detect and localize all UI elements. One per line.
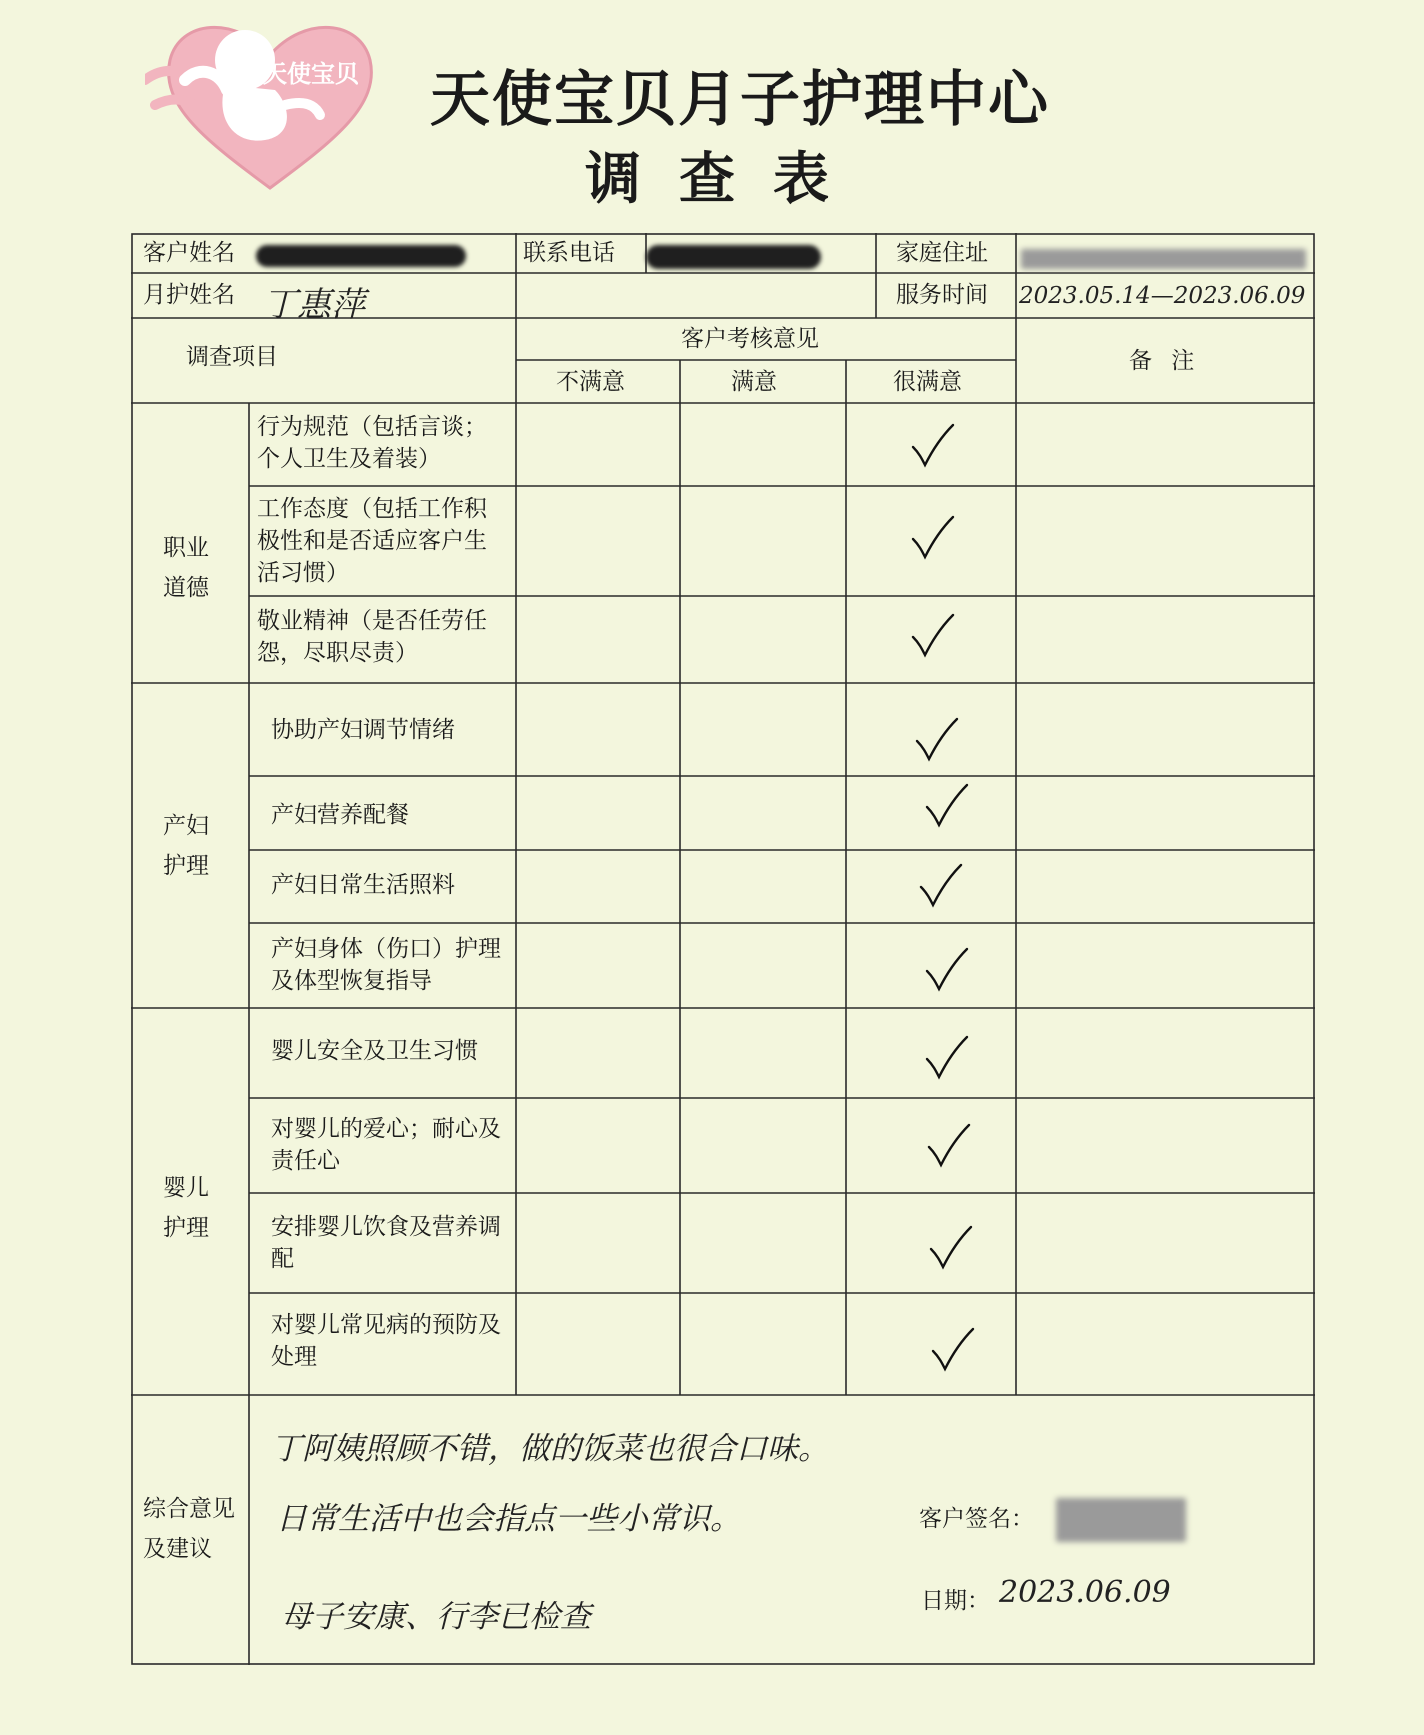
remarks-header: 备 注 [1129,348,1201,374]
section-mother-care: 产妇护理 [163,813,209,879]
survey-form [131,233,1315,1665]
survey-item: 工作态度（包括工作积极性和是否适应客户生活习惯） [257,496,487,586]
page-subtitle: 调查表 [585,147,867,212]
survey-item: 产妇营养配餐 [271,802,409,828]
service-time-handwritten: 2023.05.14—2023.06.09 [1019,283,1306,309]
customer-opinion-header: 客户考核意见 [681,326,819,352]
signature-redacted [1056,1498,1186,1542]
checkmark-icon [923,945,971,993]
svg-text:天使宝贝: 天使宝贝 [263,60,359,88]
nurse-name-label: 月护姓名 [143,282,235,308]
dissatisfied-header: 不满意 [556,369,625,395]
checkmark-icon [909,513,957,561]
checkmark-icon [909,611,957,659]
phone-redacted [646,245,821,269]
section-baby-care: 婴儿护理 [163,1175,209,1241]
angel-heart-logo [145,10,395,195]
customer-name-label: 客户姓名 [143,240,235,266]
summary-line-3: 母子安康、行李已检查 [281,1599,591,1635]
survey-item: 安排婴儿饮食及营养调配 [271,1214,501,1272]
checkmark-icon [909,421,957,469]
survey-item: 敬业精神（是否任劳任怨，尽职尽责） [257,608,487,666]
satisfied-header: 满意 [731,369,777,395]
survey-item: 产妇身体（伤口）护理及体型恢复指导 [271,936,501,994]
checkmark-icon [917,861,965,909]
section-ethics: 职业道德 [163,535,209,601]
survey-item-header: 调查项目 [186,344,278,370]
summary-line-2: 日常生活中也会指点一些小常识。 [276,1501,741,1537]
address-redacted [1021,249,1306,269]
customer-name-redacted [256,245,466,267]
checkmark-icon [923,1033,971,1081]
checkmark-icon [929,1325,977,1373]
checkmark-icon [925,1121,973,1169]
checkmark-icon [923,781,971,829]
page-title: 天使宝贝月子护理中心 [430,65,1050,135]
date-handwritten: 2023.06.09 [999,1575,1171,1610]
survey-item: 对婴儿的爱心；耐心及责任心 [271,1116,501,1174]
checkmark-icon [913,715,961,763]
address-label: 家庭住址 [896,240,988,266]
service-time-label: 服务时间 [896,282,988,308]
survey-item: 行为规范（包括言谈；个人卫生及着装） [257,414,487,472]
very-satisfied-header: 很满意 [893,369,962,395]
summary-label: 综合意见及建议 [143,1496,235,1562]
summary-line-1: 丁阿姨照顾不错，做的饭菜也很合口味。 [271,1431,829,1467]
survey-item: 对婴儿常见病的预防及处理 [271,1312,501,1370]
checkmark-icon [927,1223,975,1271]
nurse-name-handwritten: 丁惠萍 [263,285,365,325]
phone-label: 联系电话 [523,240,615,266]
survey-item: 协助产妇调节情绪 [271,717,455,743]
survey-item: 产妇日常生活照料 [271,872,455,898]
signature-label: 客户签名： [919,1506,1034,1532]
survey-item: 婴儿安全及卫生习惯 [271,1038,478,1064]
date-label: 日期： [921,1588,990,1614]
